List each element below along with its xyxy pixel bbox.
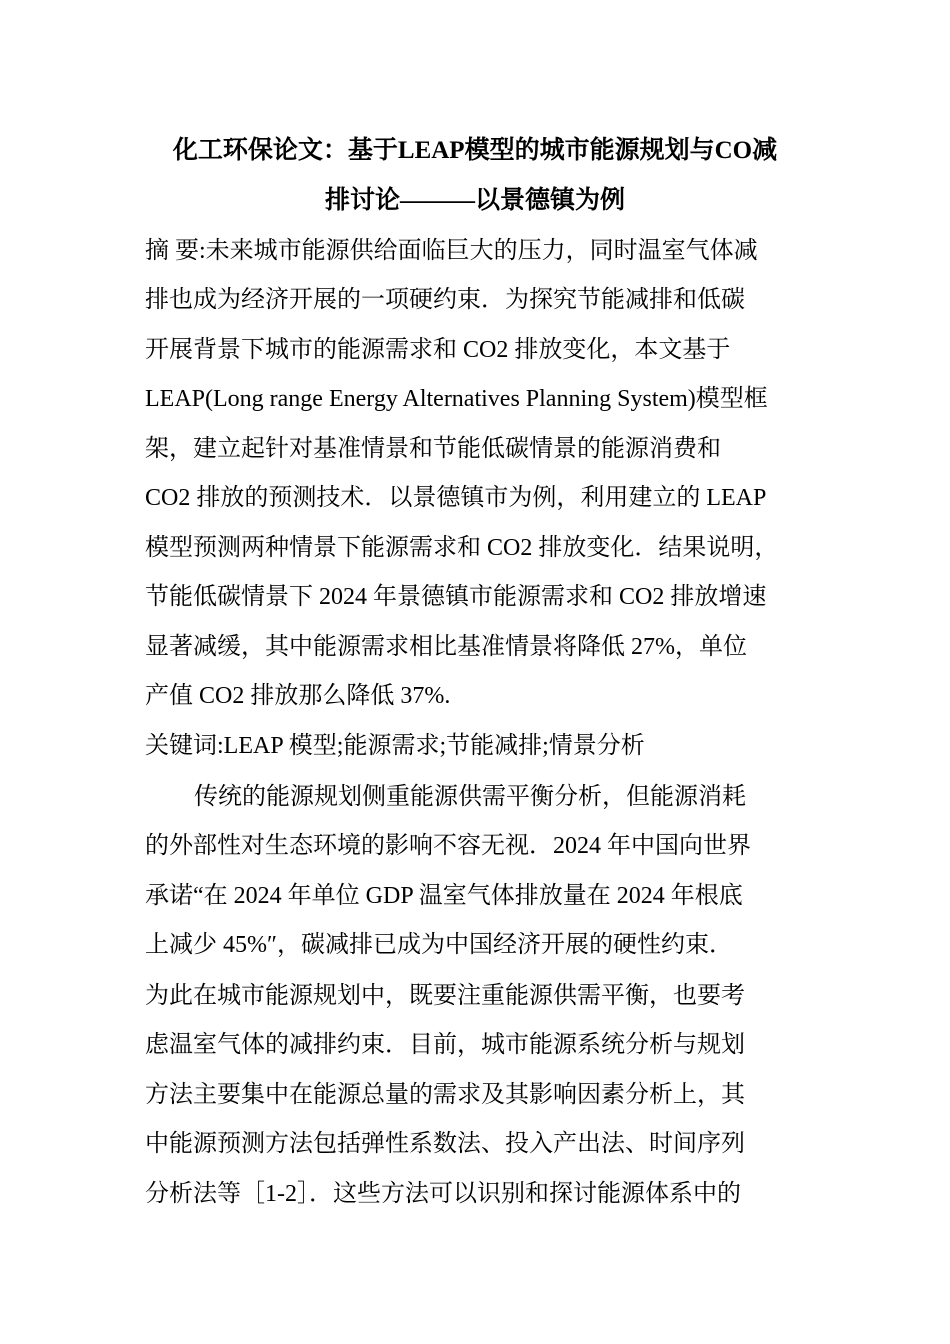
keywords-line: 关键词:LEAP 模型;能源需求;节能减排;情景分析 — [145, 733, 645, 759]
abstract-line: 模型预测两种情景下能源需求和 CO2 排放变化．结果说明， — [145, 535, 779, 561]
body-line: 虑温室气体的减排约束．目前，城市能源系统分析与规划 — [145, 1032, 745, 1058]
abstract-line: 排也成为经济开展的一项硬约束．为探究节能减排和低碳 — [145, 287, 745, 313]
abstract-line: 节能低碳情景下 2024 年景德镇市能源需求和 CO2 排放增速 — [145, 584, 767, 610]
abstract-line: CO2 排放的预测技术．以景德镇市为例，利用建立的 LEAP — [145, 485, 767, 511]
body-line: 中能源预测方法包括弹性系数法、投入产出法、时间序列 — [145, 1131, 745, 1157]
body-line: 为此在城市能源规划中，既要注重能源供需平衡，也要考 — [145, 983, 745, 1009]
body-line: 承诺“在 2024 年单位 GDP 温室气体排放量在 2024 年根底 — [145, 883, 743, 909]
body-line: 分析法等［1-2］．这些方法可以识别和探讨能源体系中的 — [145, 1181, 741, 1207]
document-title-line-2: 排讨论———以景德镇为例 — [324, 187, 625, 214]
document-title-line-1: 化工环保论文：基于LEAP模型的城市能源规划与CO减 — [172, 137, 778, 164]
abstract-line: 摘 要:未来城市能源供给面临巨大的压力，同时温室气体减 — [145, 238, 758, 264]
abstract-line: 架，建立起针对基准情景和节能低碳情景的能源消费和 — [145, 436, 721, 462]
body-line: 上减少 45%″，碳减排已成为中国经济开展的硬性约束． — [145, 932, 733, 958]
body-line: 方法主要集中在能源总量的需求及其影响因素分析上，其 — [145, 1082, 745, 1108]
abstract-line: 开展背景下城市的能源需求和 CO2 排放变化，本文基于 — [145, 337, 731, 363]
body-line: 的外部性对生态环境的影响不容无视．2024 年中国向世界 — [145, 833, 751, 859]
abstract-line: 产值 CO2 排放那么降低 37%. — [145, 683, 451, 709]
abstract-line: 显著减缓，其中能源需求相比基准情景将降低 27%，单位 — [145, 634, 747, 660]
body-line: 传统的能源规划侧重能源供需平衡分析，但能源消耗 — [194, 784, 746, 810]
abstract-line: LEAP(Long range Energy Alternatives Planning System)模型框 — [145, 386, 768, 412]
